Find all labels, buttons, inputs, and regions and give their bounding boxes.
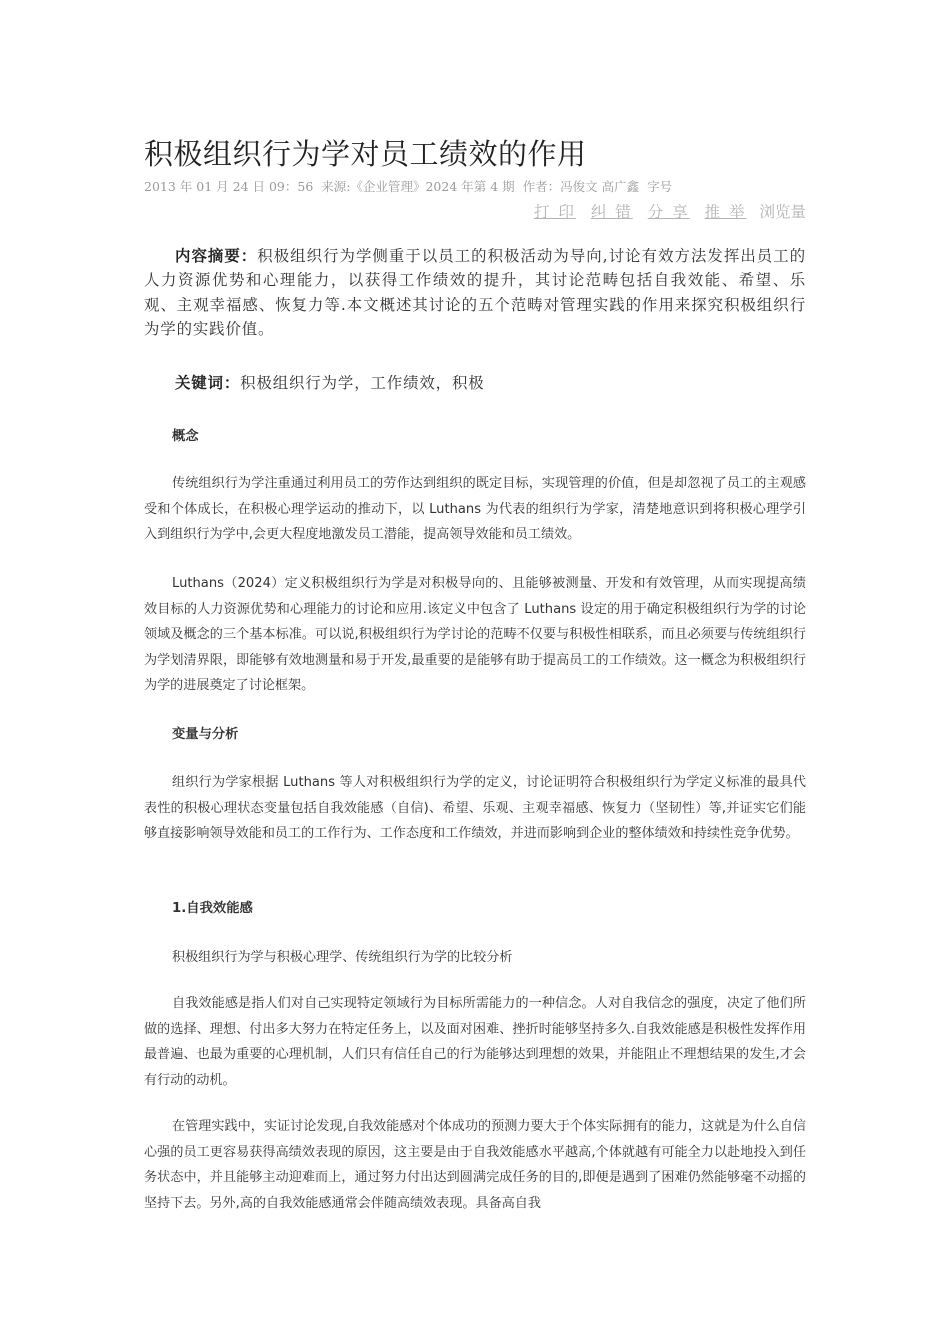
paragraph-concept-2: Luthans（2024）定义积极组织行为学是对积极导向的、且能够被测量、开发和有效管理，从而实现提高绩效目标的人力资源优势和心理能力的讨论和应用.该定义中包含了 Luthans 设定的用于确定积极组织行为学的讨论领域及概念的三个基本标准。可以说,积极组织行为学讨论的范畴不仅要与积极性相联系，而且必须要与传统组织行为学划清界限，即能够有效地测量和易于开发,最重要的是能够有助于提高员工的工作绩效。这一概念为积极组织行为学的进展奠定了讨论框架。 [144, 576, 806, 693]
abstract [144, 244, 806, 342]
section-heading-concept: 概念 [172, 429, 199, 444]
paragraph-self-efficacy-2: 在管理实践中，实证讨论发现,自我效能感对个体成功的预测力要大于个体实际拥有的能力，这就是为什么自信心强的员工更容易获得高绩效表现的原因，这主要是由于自我效能感水平越高,个体就越有可能全力以赴地投入到任务状态中，并且能够主动迎难而上，通过努力付出达到圆满完成任务的目的,即便是遇到了困难仍然能够毫不动摇的坚持下去。另外,高的自我效能感通常会伴随高绩效表现。具备高自我 [144, 1119, 806, 1211]
share-link[interactable]: 分 享 [647, 203, 690, 221]
article-source: 来源:《企业管理》2024 年第 4 期 [321, 179, 515, 194]
keywords-text: 积极组织行为学，工作绩效，积极 [240, 374, 485, 392]
publish-date: 2013 年 01 月 24 日 09：56 [144, 179, 314, 194]
abstract-text: 积极组织行为学侧重于以员工的积极活动为导向,讨论有效方法发挥出员工的人力资源优势和心理能力，以获得工作绩效的提升，其讨论范畴包括自我效能、希望、乐观、主观幸福感、恢复力等.本文概述其讨论的五个范畴对管理实践的作用来探究积极组织行为学的实践价值。 [144, 247, 806, 339]
abstract-label: 内容摘要： [175, 247, 258, 265]
article-author: 作者：冯俊文 高广鑫 [522, 179, 640, 194]
article-meta [144, 177, 676, 195]
keywords-label: 关键词： [175, 374, 241, 392]
article-actions [524, 200, 806, 222]
section-heading-variables: 变量与分析 [172, 727, 239, 742]
paragraph-concept-1: 传统组织行为学注重通过利用员工的劳作达到组织的既定目标，实现管理的价值，但是却忽视了员工的主观感受和个体成长，在积极心理学运动的推动下，以 Luthans 为代表的组织行为学家，清楚地意识到将积极心理学引入到组织行为学中,会更大程度地激发员工潜能，提高领导效能和员工绩效。 [144, 476, 806, 542]
font-size-control[interactable]: 字号 [647, 179, 673, 194]
article-title: 积极组织行为学对员工绩效的作用 [144, 137, 587, 171]
keywords [144, 371, 806, 395]
print-link[interactable]: 打 印 [533, 203, 576, 221]
recommend-link[interactable]: 推 举 [704, 203, 747, 221]
paragraph-variables-1: 组织行为学家根据 Luthans 等人对积极组织行为学的定义，讨论证明符合积极组织行为学定义标准的最具代表性的积极心理状态变量包括自我效能感（自信)、希望、乐观、主观幸福感、恢复力（坚韧性）等,并证实它们能够直接影响领导效能和员工的工作行为、工作态度和工作绩效，并进而影响到企业的整体绩效和持续性竞争优势。 [144, 775, 806, 841]
view-count-label: 浏览量 [759, 203, 806, 221]
correct-link[interactable]: 纠 错 [590, 203, 633, 221]
comparison-subtitle: 积极组织行为学与积极心理学、传统组织行为学的比较分析 [172, 950, 513, 965]
section-heading-self-efficacy: 1.自我效能感 [172, 901, 253, 916]
paragraph-self-efficacy-1: 自我效能感是指人们对自己实现特定领域行为目标所需能力的一种信念。人对自我信念的强度，决定了他们所做的选择、理想、付出多大努力在特定任务上，以及面对困难、挫折时能够坚持多久.自我效能感是积极性发挥作用最普遍、也最为重要的心理机制，人们只有信任自己的行为能够达到理想的效果，并能阻止不理想结果的发生,才会有行动的动机。 [144, 996, 806, 1088]
